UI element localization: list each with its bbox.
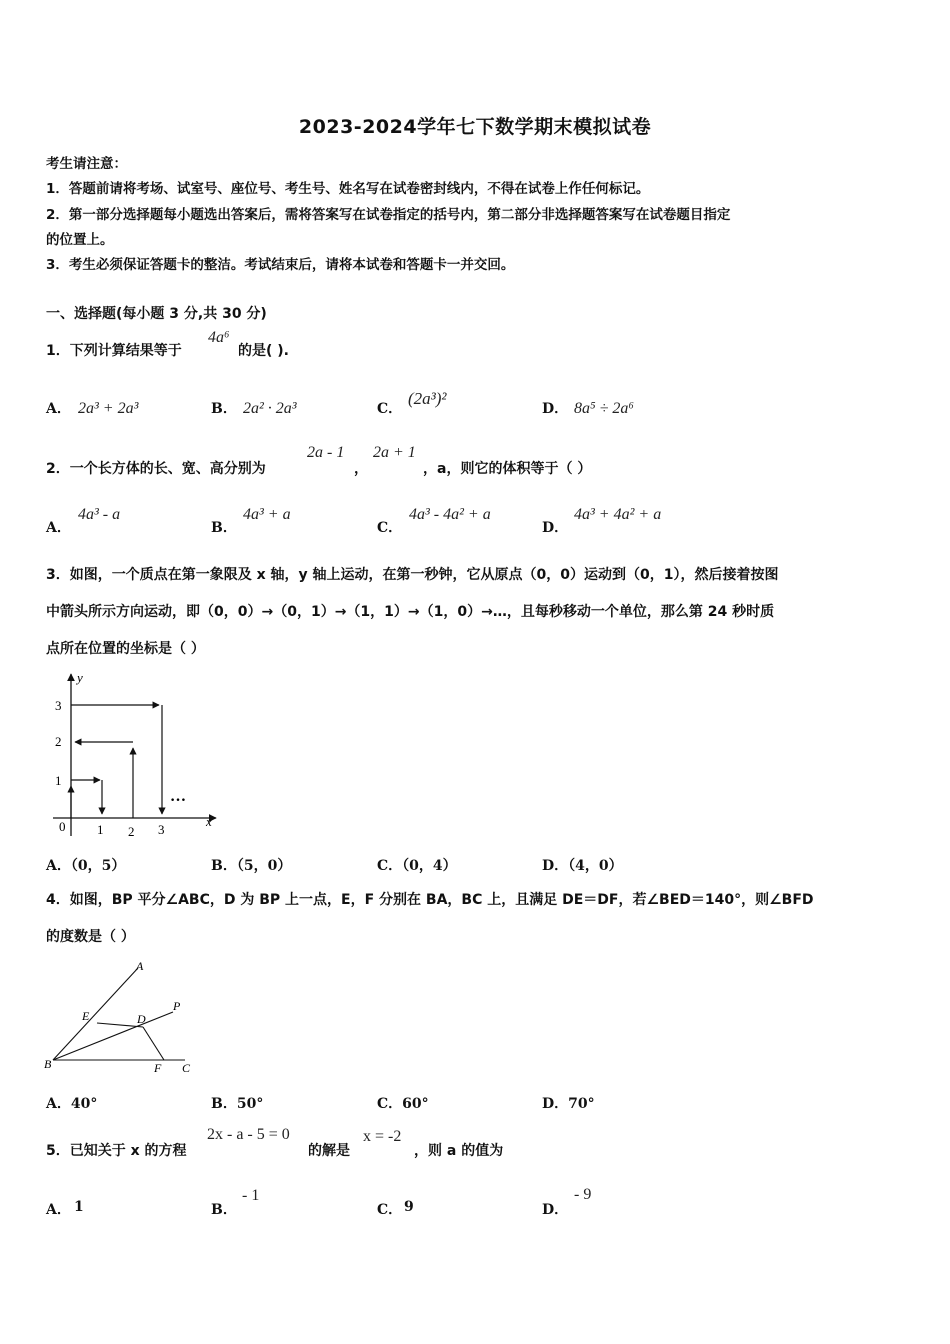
q5-option-c: 9 [404,1199,414,1215]
x-tick-1: 1 [97,822,104,837]
q4-option-d: D．70° [542,1096,595,1112]
ellipsis: … [170,788,186,805]
q4-option-a: A．40° [46,1096,98,1112]
origin-label: 0 [59,819,66,834]
q1-label-a: A． [46,401,71,417]
q3-line-3: 点所在位置的坐标是（ ） [46,641,205,657]
q1-label-d: D． [542,401,569,417]
q3-option-a: A．（0，5） [46,858,126,874]
q5-option-a: 1 [74,1199,84,1215]
q3-line-2: 中箭头所示方向运动，即（0，0）→（0，1）→（1，1）→（1，0）→…，且每秒移动一个单位，那么第 24 秒时质 [46,604,775,620]
q2-length: 2a - 1 [307,444,345,461]
q1-label-c: C． [377,401,403,417]
q5-stem-a: 5．已知关于 x 的方程 [46,1143,187,1159]
q5-option-b: - 1 [242,1187,260,1204]
label-e: E [82,1009,90,1023]
q1-option-c: (2a³)² [408,389,447,408]
q5-equation: 2x - a - 5 = 0 [207,1126,290,1143]
segment-df [143,1027,164,1060]
q2-stem-b: ，a，则它的体积等于（ ） [423,461,592,477]
q2-option-a: 4a³ - a [78,506,121,523]
q3-option-d: D．（4，0） [542,858,623,874]
notice-heading: 考生请注意： [46,156,127,172]
q2-separator: ， [354,461,368,477]
q1-expression: 4a⁶ [208,329,230,346]
q2-label-a: A． [46,520,71,536]
q1-option-b: 2a² · 2a³ [243,400,297,417]
notice-line-2a: 2．第一部分选择题每小题选出答案后，需将答案写在试卷指定的括号内，第二部分非选择题答案写在试卷题目指定 [46,207,731,223]
q2-option-d: 4a³ + 4a² + a [574,506,662,523]
q3-option-c: C．（0，4） [377,858,457,874]
q1-option-d: 8a⁵ ÷ 2a⁶ [574,400,634,417]
y-tick-2: 2 [55,734,62,749]
q1-option-a: 2a³ + 2a³ [78,400,139,417]
y-tick-3: 3 [55,698,62,713]
y-tick-1: 1 [55,773,62,788]
q5-solution: x = -2 [363,1128,402,1145]
ray-ba [53,968,138,1060]
q2-label-b: B． [211,520,237,536]
q4-line-1: 4．如图，BP 平分∠ABC，D 为 BP 上一点，E，F 分别在 BA，BC 上，且满足 DE＝DF，若∠BED＝140°，则∠BFD [46,892,814,908]
q2-width: 2a + 1 [373,444,416,461]
q5-label-d: D． [542,1202,569,1218]
q1-label-b: B． [211,401,237,417]
label-a: A [136,959,144,973]
q4-line-2: 的度数是（ ） [46,929,135,945]
x-axis-label: x [206,814,212,829]
q3-line-1: 3．如图，一个质点在第一象限及 x 轴，y 轴上运动，在第一秒钟，它从原点（0，0）运动到（0，1），然后接着按图 [46,567,779,583]
label-d: D [137,1012,146,1026]
q5-stem-c: ，则 a 的值为 [414,1143,504,1159]
q2-stem-a: 2．一个长方体的长、宽、高分别为 [46,461,266,477]
q5-label-c: C． [377,1202,403,1218]
y-axis-label: y [77,670,83,685]
q3-option-b: B．（5，0） [211,858,292,874]
x-tick-2: 2 [128,824,135,839]
label-p: P [173,999,181,1013]
q1-stem-a: 1．下列计算结果等于 [46,343,182,359]
notice-line-3: 3．考生必须保证答题卡的整洁。考试结束后，请将本试卷和答题卡一并交回。 [46,257,515,273]
q2-option-c: 4a³ - 4a² + a [409,506,491,523]
q4-option-c: C．60° [377,1096,429,1112]
q2-label-d: D． [542,520,569,536]
x-tick-3: 3 [158,822,165,837]
q1-stem-b: 的是( ). [238,343,289,359]
label-f: F [154,1061,162,1075]
q5-label-b: B． [211,1202,237,1218]
notice-line-2b: 的位置上。 [46,232,114,248]
section-heading: 一、选择题(每小题 3 分,共 30 分) [46,306,267,322]
label-b: B [44,1057,52,1071]
q5-label-a: A． [46,1202,71,1218]
q2-option-b: 4a³ + a [243,506,291,523]
q4-option-b: B．50° [211,1096,264,1112]
notice-line-1: 1．答题前请将考场、试室号、座位号、考生号、姓名写在试卷密封线内，不得在试卷上作任何标记。 [46,181,650,197]
label-c: C [182,1061,191,1075]
ray-bp [53,1012,173,1060]
page-title: 2023-2024学年七下数学期末模拟试卷 [298,116,652,138]
q2-label-c: C． [377,520,403,536]
q5-option-d: - 9 [574,1186,592,1203]
q4-figure [40,956,200,1078]
q3-figure [40,668,230,848]
q5-stem-b: 的解是 [308,1143,350,1159]
